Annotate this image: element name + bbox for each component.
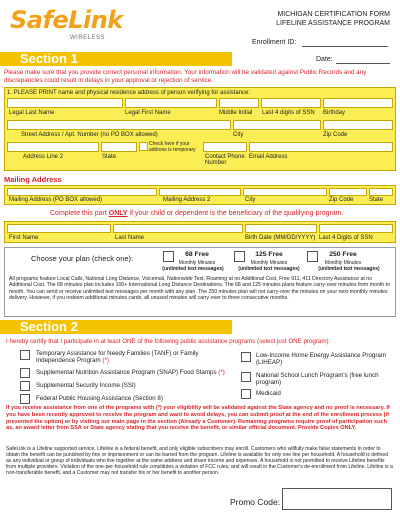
- program-snap: [36, 369, 240, 376]
- form-title-line1: MICHIGAN CERTIFICATION FORM: [277, 11, 390, 18]
- plan-68-checkbox[interactable]: [163, 251, 174, 262]
- mailing-city-label: City: [245, 197, 256, 203]
- program-snap-star: (*): [218, 369, 225, 376]
- program-school-lunch: National School Lunch Program's (free lunch program): [256, 372, 379, 387]
- program-liheap: Low-Income Home Energy Assistance Program (LIHEAP): [256, 352, 386, 367]
- logo-text: SafeLink: [10, 6, 123, 34]
- ssn4-field[interactable]: [261, 98, 321, 108]
- dependent-last-name-label: Last Name: [115, 235, 145, 241]
- program-school-lunch-checkbox[interactable]: [241, 372, 251, 382]
- state-label: State: [102, 154, 117, 160]
- middle-initial-field[interactable]: [219, 98, 259, 108]
- mailing-zip-label: Zip Code: [329, 197, 354, 203]
- plan-68-msg: (unlimited text messages): [162, 266, 224, 272]
- enrollment-id-label: Enrollment ID:: [252, 39, 297, 46]
- plan-125-msg: (unlimited text messages): [238, 266, 300, 272]
- legal-first-name-label: Legal First Name: [125, 110, 171, 116]
- program-snap-checkbox[interactable]: [20, 368, 30, 378]
- plan-68-title: 68 Free: [185, 251, 209, 258]
- plan-125-checkbox[interactable]: [234, 251, 245, 262]
- mailing-address-box: [4, 185, 396, 205]
- legal-last-name-field[interactable]: [7, 98, 123, 108]
- plan-features-text: All programs feature Local Calls, National Long Distance, Voicemail, Nationwide Text, Roaming at no Additional Cost, Free 911, 411 Directory Assistance at no Additional Cost. The 68 minutes plan includes 100+ International Long Distance Destinations. The 68 and 125 minutes plans feature carry-over minutes from month to month. You can send or receive unlimited text messages per month with any plan. The 250 minutes plan will not carry-over the minutes on your next monthly minutes delivery. However, if you redeem additional minutes cards, all unused minutes will carry-over to three consecutive months.: [9, 276, 390, 301]
- state-field[interactable]: [101, 142, 137, 152]
- mailing-address-label: Mailing Address (PO BOX allowed): [9, 197, 103, 203]
- birthday-label: Birthday: [323, 110, 346, 116]
- plan-125-sub: Monthly Minutes: [250, 260, 288, 266]
- temporary-address-label: Check here if your address is temporary: [149, 141, 196, 153]
- program-medicaid-checkbox[interactable]: [241, 389, 251, 399]
- mailing-state-field[interactable]: [369, 188, 393, 196]
- program-ssi-checkbox[interactable]: [20, 381, 30, 391]
- mailing-city-field[interactable]: [243, 188, 327, 196]
- dependent-box: [4, 221, 396, 243]
- email-field[interactable]: [249, 142, 393, 152]
- plan-250-msg: (unlimited text messages): [318, 266, 380, 272]
- city-field[interactable]: [233, 120, 321, 130]
- program-tanf-star: (*): [102, 357, 109, 365]
- dependent-last-name-field[interactable]: [113, 224, 243, 233]
- program-section8: Federal Public Housing Assistance (Section 8): [36, 395, 163, 402]
- mailing-address2-field[interactable]: [159, 188, 241, 196]
- section1-header: Section 1: [0, 52, 232, 66]
- street-address-label: Street Address / Apt. Number (no PO BOX allowed): [21, 132, 158, 138]
- promo-code-field[interactable]: [282, 488, 392, 510]
- legal-first-name-field[interactable]: [125, 98, 217, 108]
- temporary-address-checkbox[interactable]: [139, 142, 148, 151]
- dependent-note: [50, 210, 344, 217]
- program-section8-checkbox[interactable]: [20, 394, 30, 404]
- print-instruction: 1. PLEASE PRINT name and physical residence address of person verifying for assistance:: [7, 90, 251, 96]
- safelink-logo: [10, 6, 130, 52]
- program-snap-label: Supplemental Nutrition Assistance Program (SNAP) Food Stamps: [36, 369, 217, 376]
- zip-field[interactable]: [323, 120, 393, 130]
- program-ssi: Supplemental Security Income (SSI): [36, 382, 136, 389]
- proof-notice: If you receive assistance from one of the programs with (*) your eligibility will be validated against the State agency and no proof is necessary. If you have been recently approved to receive the program and want to avoid delays, you can submit proof at the end of the enrollment process (if presented the option) or by visiting our main page in the section (Already a Customer). Remaining programs require proof of participation such as, an award letter from SSA or State agency stating that you receive the benefit, or similar official document. Provide Copies ONLY.: [6, 405, 390, 432]
- date-field[interactable]: [336, 63, 390, 64]
- dependent-ssn4-label: Last 4 Digits of SSN: [319, 235, 373, 241]
- dependent-first-name-field[interactable]: [7, 224, 111, 233]
- program-tanf-label: Temporary Assistance for Needy Families (TANF) or Family Independence Program: [36, 350, 199, 365]
- dependent-note-only: ONLY: [108, 210, 128, 217]
- promo-code-label: Promo Code:: [230, 497, 281, 507]
- lifeline-fine-print: SafeLink is a Lifeline supported service. Lifeline is a federal benefit, and only eligible subscribers may enroll. Customers who willfully make false statements in order to obtain the benefit can be punished by fine or imprisonment or can be barred from the program. Lifeline is available for only one line per household. A household is defined as any individual or group of individuals who live together at the same address and share income and expenses. A household is not permitted to receive Lifeline benefits from multiple providers. Violation of the one-per-household rule constitutes a violation of FCC rules, and will result in the Customer's de-enrollment from Lifeline. Lifeline is a non-transferable benefit, and a Customer may not transfer his or her benefit to another person.: [6, 446, 393, 477]
- logo-subtext: WIRELESS: [70, 35, 106, 41]
- plan-prompt: Choose your plan (check one):: [31, 254, 134, 263]
- street-address-field[interactable]: [7, 120, 231, 130]
- plan-68-sub: Monthly Minutes: [178, 260, 216, 266]
- address-line2-field[interactable]: [7, 142, 99, 152]
- contact-phone-field[interactable]: [203, 142, 247, 152]
- email-label: Email Address: [249, 154, 288, 160]
- dependent-note-pre: Complete this part: [50, 210, 109, 217]
- zip-label: Zip Code: [323, 132, 348, 138]
- personal-info-box: [4, 87, 396, 171]
- dependent-first-name-label: First Name: [9, 235, 39, 241]
- plan-250-checkbox[interactable]: [307, 251, 318, 262]
- plan-250-sub: Monthly Minutes: [324, 260, 362, 266]
- middle-initial-label: Middle Initial: [219, 110, 253, 116]
- birthday-field[interactable]: [323, 98, 393, 108]
- section1-warning: Please make sure that you provide correct personal information. Your information will be validated against Public Records and any discrepancies could result in delays in your approval or rejection of service.: [4, 69, 367, 84]
- mailing-address2-label: Mailing Address 2: [163, 197, 211, 203]
- program-medicaid: Medicaid: [256, 390, 281, 397]
- address-line2-label: Address Line 2: [23, 154, 64, 160]
- dependent-birth-date-label: Birth Date (MM/DD/YYYY): [245, 235, 316, 241]
- mailing-zip-field[interactable]: [329, 188, 367, 196]
- ssn4-label: Last 4 digits of SSN: [262, 110, 315, 116]
- dependent-note-post: if your child or dependent is the beneficiary of the qualifying program.: [127, 210, 344, 217]
- program-tanf: [36, 350, 234, 364]
- dependent-birth-date-field[interactable]: [245, 224, 317, 233]
- plan-selection-box: [4, 247, 396, 317]
- certify-statement: I hereby certify that I participate in at least ONE of the following public assistance programs (select just ONE program):: [6, 338, 331, 345]
- section2-header: Section 2: [0, 320, 232, 334]
- program-tanf-checkbox[interactable]: [20, 350, 30, 360]
- contact-phone-label: Contact Phone Number: [205, 154, 245, 167]
- date-label: Date:: [316, 56, 333, 63]
- plan-125-title: 125 Free: [255, 251, 283, 258]
- dependent-ssn4-field[interactable]: [319, 224, 393, 233]
- plan-250-title: 250 Free: [329, 251, 357, 258]
- form-title: [220, 10, 390, 28]
- mailing-state-label: State: [369, 197, 384, 203]
- mailing-address-title: Mailing Address: [4, 175, 62, 184]
- enrollment-id-field[interactable]: [302, 46, 388, 47]
- legal-last-name-label: Legal Last Name: [9, 110, 55, 116]
- program-liheap-checkbox[interactable]: [241, 352, 251, 362]
- form-title-line2: LIFELINE ASSISTANCE PROGRAM: [276, 20, 390, 27]
- mailing-address-field[interactable]: [7, 188, 157, 196]
- city-label: City: [233, 132, 244, 138]
